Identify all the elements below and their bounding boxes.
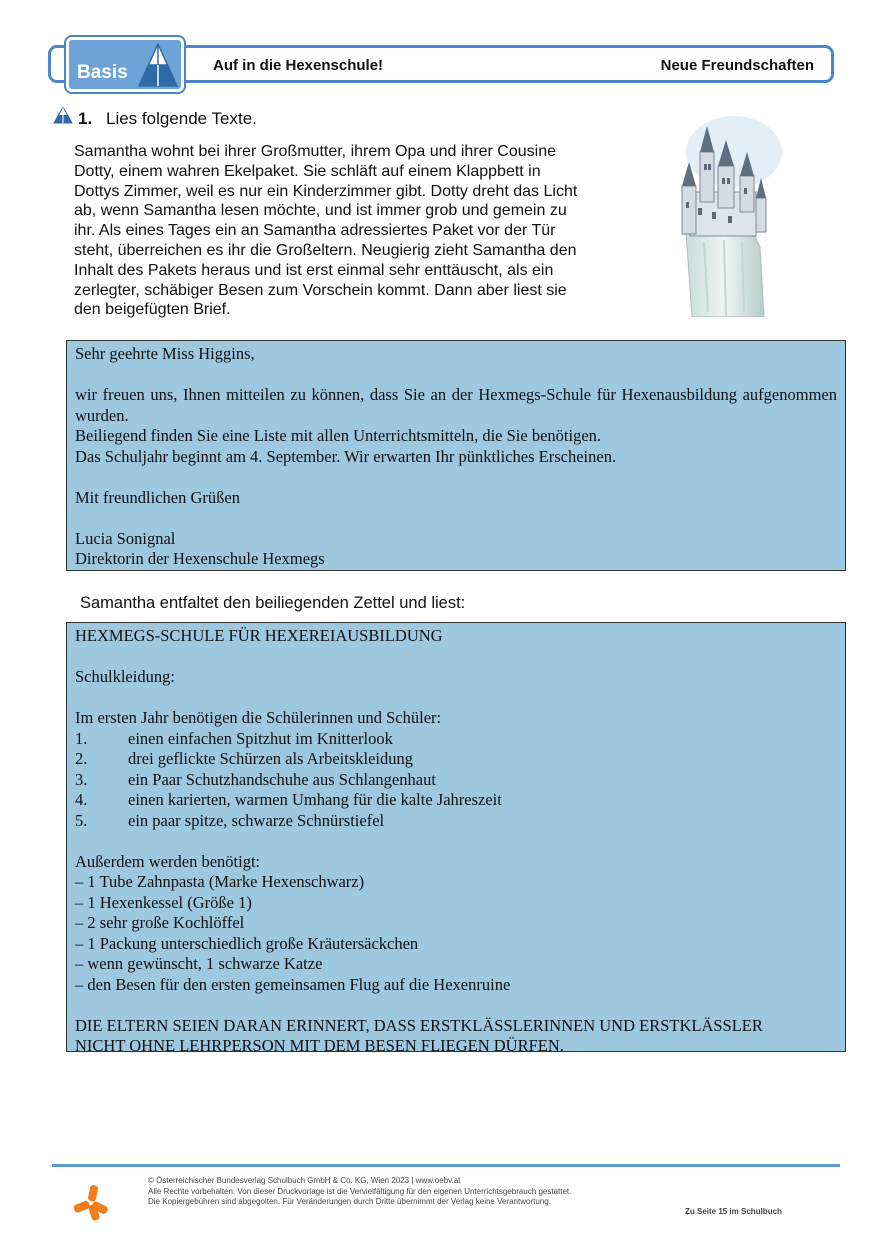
task-instruction: Lies folgende Texte. bbox=[106, 109, 257, 128]
castle-illustration bbox=[664, 112, 784, 317]
intro-line: Inhalt des Pakets heraus und ist erst einmal sehr enttäuscht, als ein bbox=[74, 261, 554, 279]
list-item: 4. einen karierten, warmen Umhang für die kalte Jahreszeit bbox=[75, 790, 502, 809]
extra-item: – wenn gewünscht, 1 schwarze Katze bbox=[75, 954, 323, 973]
worksheet-title: Auf in die Hexenschule! bbox=[213, 57, 384, 74]
letter-signer-title: Direktorin der Hexenschule Hexmegs bbox=[75, 549, 325, 568]
extra-item: – 1 Packung unterschiedlich große Kräutersäckchen bbox=[75, 933, 419, 953]
intro-text bbox=[74, 142, 634, 320]
list-intro: Im ersten Jahr benötigen die Schülerinnen und Schüler: bbox=[75, 708, 442, 727]
supply-list-box bbox=[66, 622, 846, 1055]
list-section: Schulkleidung: bbox=[75, 667, 175, 686]
badge-label: Basis bbox=[77, 62, 128, 83]
worksheet-topic: Neue Freundschaften bbox=[660, 57, 814, 74]
intro-line: Samantha wohnt bei ihrer Großmutter, ihrem Opa und ihrer Cousine bbox=[74, 143, 557, 160]
extra-item: – 2 sehr große Kochlöffel bbox=[75, 913, 245, 932]
intro-line: zerlegter, schäbiger Besen zum Vorschein kommt. Dann aber liest sie bbox=[74, 281, 567, 299]
letter-signer: Lucia Sonignal bbox=[75, 528, 176, 548]
extras-heading: Außerdem werden benötigt: bbox=[75, 851, 261, 871]
warning-line: DIE ELTERN SEIEN DARAN ERINNERT, DASS ERSTKLÄSSLERINNEN UND ERSTKLÄSSLER bbox=[75, 1015, 763, 1035]
letter-line: Beiliegend finden Sie eine Liste mit allen Unterrichtsmitteln, die Sie benötigen. bbox=[75, 426, 602, 445]
list-item: 3. ein Paar Schutzhandschuhe aus Schlangenhaut bbox=[75, 769, 436, 789]
letter-salutation: Sehr geehrte Miss Higgins, bbox=[75, 344, 255, 363]
pyramid-icon bbox=[137, 42, 179, 88]
intro-line: den beigefügten Brief. bbox=[74, 301, 231, 319]
intro-line: ihr. Als eines Tages ein an Samantha adressiertes Paket vor der Tür bbox=[74, 222, 556, 240]
intro-line: Dottys Zimmer, weil es nur ein Kinderzimmer gibt. Dotty dreht das Licht bbox=[74, 182, 578, 200]
list-item: 2. drei geflickte Schürzen als Arbeitskleidung bbox=[75, 749, 413, 768]
list-item: 1. einen einfachen Spitzhut im Knitterlook bbox=[75, 728, 393, 748]
publisher-logo-icon bbox=[72, 1184, 110, 1222]
extra-item: – den Besen für den ersten gemeinsamen Flug auf die Hexenruine bbox=[75, 974, 511, 994]
letter-body: wir freuen uns, Ihnen mitteilen zu können, dass Sie an der Hexmegs-Schule für Hexenausbildung aufgenommen wurden. bbox=[75, 385, 837, 425]
letter-closing: Mit freundlichen Grüßen bbox=[75, 487, 240, 507]
footer-copyright: © Österreichischer Bundesverlag Schulbuch GmbH & Co. KG, Wien 2023 | www.oebv.at Alle Rechte vorbehalten. Von dieser Druckvorlage ist die Vervielfältigung für den eigenen Unterrichtsgebrauch gestattet. Die Kopiergebühren sind abgegolten. Für Veränderungen durch Dritte übernimmt der Verlag keine Verantwortung. bbox=[148, 1176, 572, 1206]
textbook-reference: Zu Seite 15 im Schulbuch bbox=[685, 1207, 782, 1216]
intro-line: Dotty, einem wahren Ekelpaket. Sie schläft auf einem Klappbett in bbox=[74, 162, 541, 180]
warning-line: NICHT OHNE LEHRPERSON MIT DEM BESEN FLIEGEN DÜRFEN. bbox=[75, 1036, 564, 1055]
extra-item: – 1 Hexenkessel (Größe 1) bbox=[75, 892, 252, 912]
list-item: 5. ein paar spitze, schwarze Schnürstiefel bbox=[75, 810, 385, 830]
letter-box bbox=[66, 340, 846, 571]
level-badge bbox=[66, 37, 184, 92]
letter-line: Das Schuljahr beginnt am 4. September. Wir erwarten Ihr pünktliches Erscheinen. bbox=[75, 446, 617, 466]
intro-line: ab, wenn Samantha lesen möchte, und ist immer grob und gemein zu bbox=[74, 202, 567, 220]
extra-item: – 1 Tube Zahnpasta (Marke Hexenschwarz) bbox=[75, 872, 365, 891]
footer-divider bbox=[52, 1164, 840, 1167]
intro-line: steht, überreichen es ihr die Großeltern. Neugierig zieht Samantha den bbox=[74, 241, 577, 259]
transition-text: Samantha entfaltet den beiliegenden Zettel und liest: bbox=[80, 594, 466, 612]
level-pyramid-icon bbox=[53, 106, 73, 124]
list-heading: HEXMEGS-SCHULE FÜR HEXEREIAUSBILDUNG bbox=[75, 626, 443, 645]
task-number: 1. bbox=[78, 109, 93, 128]
